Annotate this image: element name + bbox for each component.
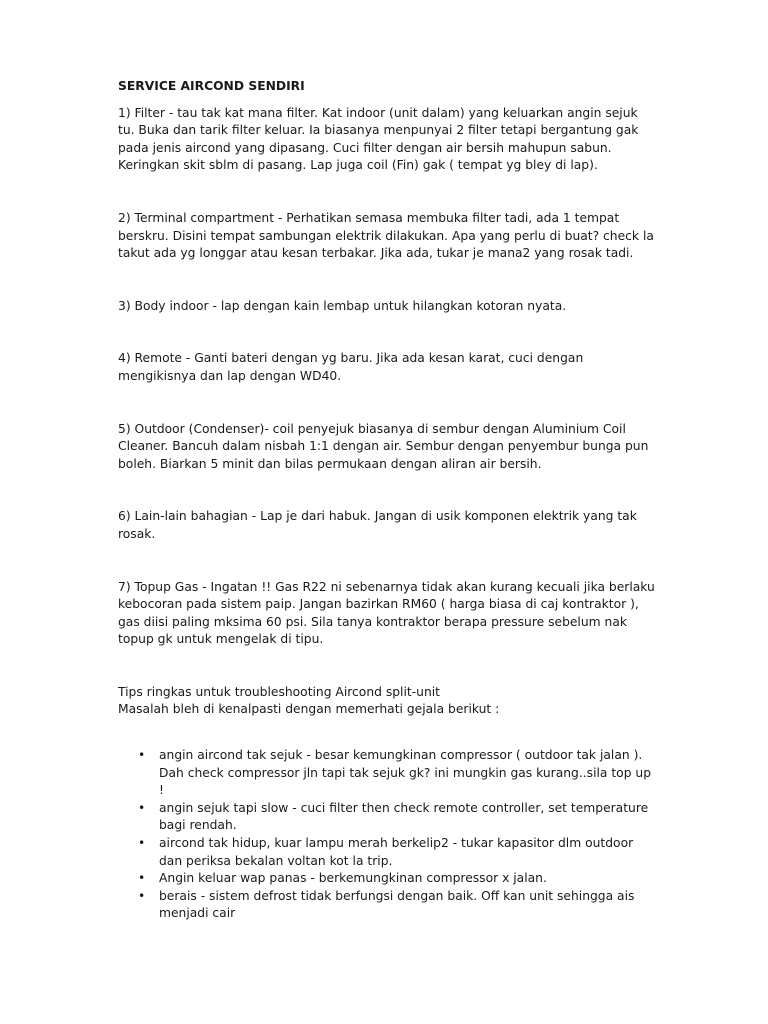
bullet-icon: • bbox=[138, 800, 146, 815]
list-item-text: angin sejuk tapi slow - cuci filter then check remote controller, set temperature bagi rendah. bbox=[159, 800, 649, 833]
list-item bbox=[118, 747, 658, 800]
document-title: SERVICE AIRCOND SENDIRI bbox=[118, 79, 305, 93]
list-item-text: berais - sistem defrost tidak berfungsi dengan baik. Off kan unit sehingga ais menjadi cair bbox=[159, 888, 635, 921]
list-item-text: angin aircond tak sejuk - besar kemungkinan compressor ( outdoor tak jalan ). Dah check compressor jln tapi tak sejuk gk? ini mungkin gas kurang..sila top up ! bbox=[159, 748, 652, 798]
paragraph-remote: 4) Remote - Ganti bateri dengan yg baru. Jika ada kesan karat, cuci dengan mengikisnya dan lap dengan WD40. bbox=[118, 351, 584, 383]
paragraph-body-indoor: 3) Body indoor - lap dengan kain lembap untuk hilangkan kotoran nyata. bbox=[118, 298, 567, 313]
list-item bbox=[118, 835, 658, 870]
paragraph-topup-gas: 7) Topup Gas - Ingatan !! Gas R22 ni sebenarnya tidak akan kurang kecuali jika berlaku kebocoran pada sistem paip. Jangan bazirkan RM60 ( harga biasa di caj kontraktor ), gas diisi paling mksima 60 psi. Sila tanya kontraktor berapa pressure sebelum nak topup gk untuk mengelak di tipu. bbox=[118, 579, 655, 647]
document-page bbox=[118, 78, 658, 923]
paragraph-filter: 1) Filter - tau tak kat mana filter. Kat indoor (unit dalam) yang keluarkan angin sejuk tu. Buka dan tarik filter keluar. Ia biasanya menpunyai 2 filter tetapi bergantung gak pada jenis aircond yang dipasang. Cuci filter dengan air bersih mahupun sabun. Keringkan skit sblm di pasang. Lap juga coil (Fin) gak ( tempat yg bley di lap). bbox=[118, 105, 639, 173]
bullet-icon: • bbox=[138, 836, 146, 851]
paragraph-outdoor: 5) Outdoor (Condenser)- coil penyejuk biasanya di sembur dengan Aluminium Coil Cleaner. Bancuh dalam nisbah 1:1 dengan air. Sembur dengan penyembur bunga pun boleh. Biarkan 5 minit dan bilas permukaan dengan aliran air bersih. bbox=[118, 421, 649, 471]
list-item-text: aircond tak hidup, kuar lampu merah berkelip2 - tukar kapasitor dlm outdoor dan periksa bekalan voltan kot la trip. bbox=[159, 836, 634, 868]
list-item bbox=[118, 800, 658, 835]
troubleshooting-list bbox=[118, 747, 658, 923]
bullet-icon: • bbox=[138, 871, 146, 886]
tips-heading: Tips ringkas untuk troubleshooting Aircond split-unit bbox=[118, 684, 440, 699]
bullet-icon: • bbox=[138, 888, 146, 903]
list-item-text: Angin keluar wap panas - berkemungkinan compressor x jalan. bbox=[159, 871, 547, 886]
paragraph-terminal-compartment: 2) Terminal compartment - Perhatikan semasa membuka filter tadi, ada 1 tempat berskru. Disini tempat sambungan elektrik dilakukan. Apa yang perlu di buat? check la takut ada yg longgar atau kesan terbakar. Jika ada, tukar je mana2 yang rosak tadi. bbox=[118, 210, 654, 261]
list-item bbox=[118, 870, 658, 888]
tips-intro: Masalah bleh di kenalpasti dengan memerhati gejala berikut : bbox=[118, 702, 500, 717]
paragraph-lain-lain: 6) Lain-lain bahagian - Lap je dari habuk. Jangan di usik komponen elektrik yang tak rosak. bbox=[118, 509, 637, 541]
list-item bbox=[118, 888, 658, 923]
bullet-icon: • bbox=[138, 748, 146, 763]
